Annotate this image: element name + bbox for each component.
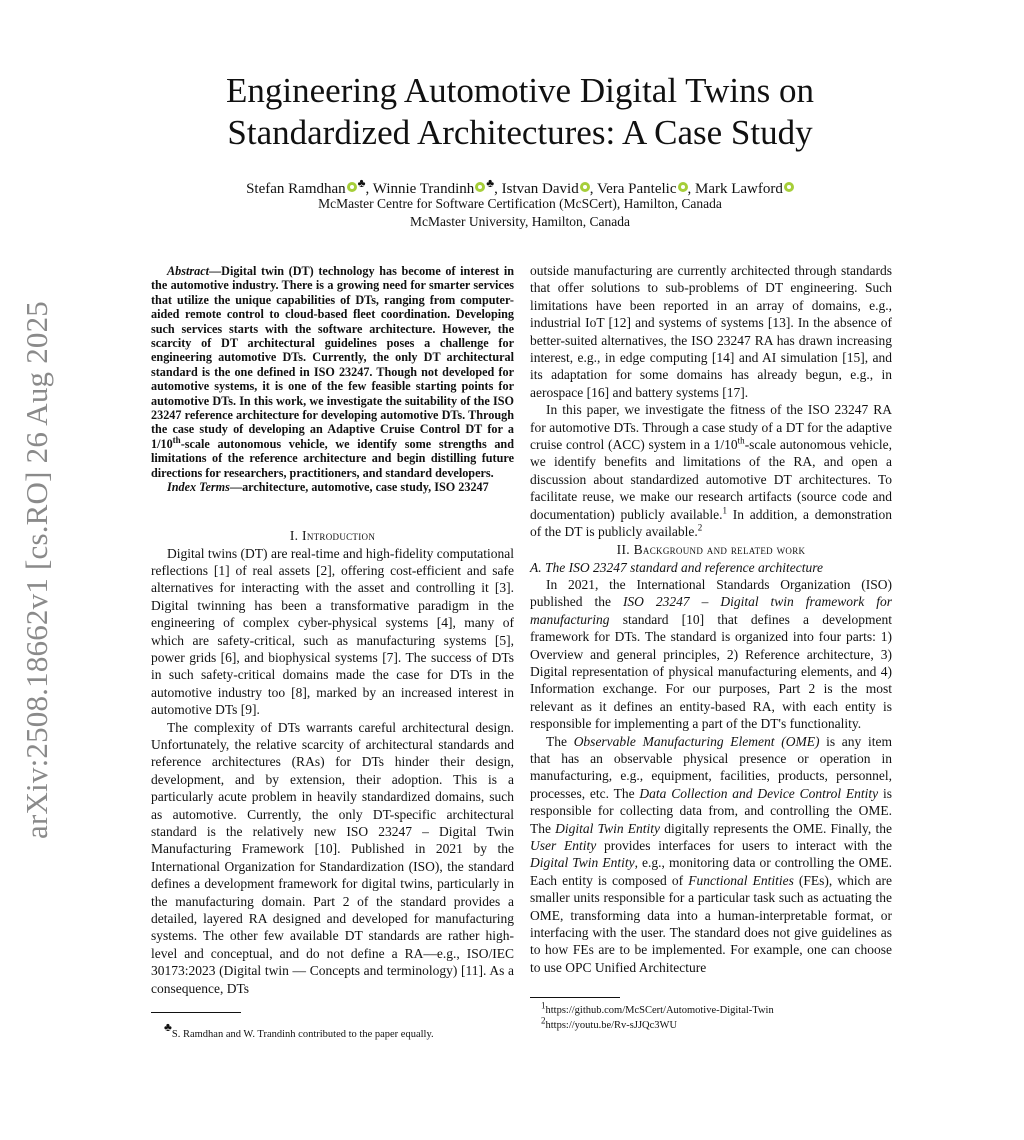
intro-paragraph-4: In this paper, we investigate the fitness of the ISO 23247 RA for automotive DTs. Through a case study of a DT for the adaptive cruise control (ACC) system in a 1/10th-scale autonomous vehicle, we identify benefits and limitations of the RA, and open a discussion about standardized automotive DT architectures. To facilitate reuse, we make our research artifacts (source code and documentation) publicly available.$^1$ In addition, a demonstration of the DT is publicly available.$^2$ [530, 402, 892, 540]
title-line-2: Standardized Architectures: A Case Study [227, 113, 813, 152]
arxiv-identifier: arXiv:2508.18662v1 [cs.RO] 26 Aug 2025 [19, 300, 54, 840]
left-column [151, 264, 514, 997]
affiliation-2: McMaster University, Hamilton, Canada [410, 214, 630, 229]
intro-paragraph-1: Digital twins (DT) are real-time and high-fidelity computational reflections [1] of real assets [2], offering cost-efficient and safe alternatives for interacting with the asset and controlling it [3]. Digital twinning has been a transformative paradigm in the engineering of complex cyber-physical systems [4], many of which are safety-critical, such as manufacturing systems [5], power grids [6], and biophysical systems [7]. The success of DTs in such safety-critical domains made the case for DTs in the automotive industry too [8], marked by an increased interest in automotive DTs [9]. [151, 545, 514, 718]
right-column [530, 262, 892, 976]
index-terms: —architecture, automotive, case study, ISO 23247 [229, 480, 489, 495]
section-heading-background: II. Background and related work [616, 541, 806, 557]
author: Istvan David [502, 181, 590, 197]
paper-title [140, 70, 900, 154]
background-paragraph-2: The Observable Manufacturing Element (OME) is any item that has an observable physical presence or operation in manufacturing, e.g., equipment, facilities, products, personnel, processes, etc. The Data Collection and Device Control Entity is responsible for collecting data from, and controlling the OME. The Digital Twin Entity digitally represents the OME. Finally, the User Entity provides interfaces for users to interact with the Digital Twin Entity, e.g., monitoring data or controlling the OME. Each entity is composed of Functional Entities (FEs), which are smaller units responsible for a particular task such as actuating the OME, transforming data into a human-interpretable format, or interfacing with the user. The standard does not give guidelines as to how FEs are to be implemented. For example, one can choose to use OPC Unified Architecture [530, 733, 893, 975]
footnote-2: $^2$https://youtu.be/Rv-sJJQc3WU [541, 1015, 678, 1031]
intro-paragraph-3: outside manufacturing are currently architected through standards that offer solutions to sub-problems of DT engineering. Such limitations have been reported in an array of domains, e.g., industrial IoT [12] and systems of systems [13]. In the absence of better-suited alternatives, the ISO 23247 RA has drawn increasing interest, e.g., in edge computing [14] and AI simulation [15], and its adaptation for some domains has already begun, e.g., in aerospace [16] and battery systems [17]. [530, 263, 892, 400]
orcid-icon[interactable] [580, 182, 590, 192]
section-heading-introduction: I. Introduction [289, 527, 376, 543]
footnote-equal-contribution: ♣S. Ramdhan and W. Trandinh contributed to the paper equally. [164, 1020, 434, 1040]
orcid-icon[interactable] [347, 182, 357, 192]
abstract: Abstract—Digital twin (DT) technology has become of interest in the automotive industry. There is a growing need for smarter services that utilize the unique capabilities of DTs, ranging from computer-aided remote control to cloud-based fleet coordination. Developing such services starts with the software architecture. However, the scarcity of DT architectural guidelines poses a challenge for engineering automotive DTs. Currently, the only DT architectural standard is the one defined in ISO 23247. Though not developed for automotive systems, it is one of the few feasible starting points for automotive DTs. In this work, we investigate the suitability of the ISO 23247 reference architecture for developing automotive DTs. Through the case study of developing an Adaptive Cruise Control DT for a 1/10th-scale autonomous vehicle, we identify some strengths and limitations of the reference architecture and begin distilling future directions for researchers, practitioners, and standard developers. Index Terms—architecture, automotive, case study, ISO 23247 [151, 264, 514, 495]
orcid-icon[interactable] [475, 182, 485, 192]
footnote-rule [530, 997, 620, 998]
maple-leaf-icon: ♣ [357, 176, 366, 190]
footnote-ref-1[interactable]: 1 [722, 505, 728, 516]
maple-leaf-icon: ♣ [164, 1020, 172, 1034]
author: Winnie Trandinh ♣ [372, 176, 495, 197]
author-list: Stefan Ramdhan ♣, Winnie Trandinh ♣, Istvan David , Vera Pantelic , Mark Lawford [130, 173, 910, 199]
title-line-1: Engineering Automotive Digital Twins on [226, 71, 814, 110]
author: Vera Pantelic [597, 181, 688, 197]
author: Stefan Ramdhan ♣ [246, 176, 366, 197]
affiliation-1: McMaster Centre for Software Certification (McSCert), Hamilton, Canada [318, 196, 722, 211]
footnote-link-github[interactable]: https://github.com/McSCert/Automotive-Digital-Twin [545, 1005, 774, 1016]
maple-leaf-icon: ♣ [486, 176, 495, 190]
author: Mark Lawford [695, 181, 794, 197]
index-terms-label: Index Terms [167, 480, 230, 495]
arxiv-sidebar [2, 300, 72, 840]
footnote-1: $^1$https://github.com/McSCert/Automotive-Digital-Twin [541, 1000, 774, 1016]
background-paragraph-1: In 2021, the International Standards Organization (ISO) published the ISO 23247 – Digital twin framework for manufacturing standard [10] that defines a development framework for DTs. The standard is organized into four parts: 1) Overview and general principles, 2) Reference architecture, 3) Digital representation of physical manufacturing elements, and 4) Information exchange. For our purposes, Part 2 is the most relevant as it defines an entity-based RA, with each entity is responsible for implementing a part of the DT's functionality. [530, 576, 892, 732]
footnote-ref-2[interactable]: 2 [697, 522, 703, 533]
footnote-rule [151, 1012, 241, 1013]
intro-paragraph-2: The complexity of DTs warrants careful architectural design. Unfortunately, the relative scarcity of architectural standards and reference architectures (RAs) for DTs hinder their design, development, and by extension, their adoption. This is a particularly acute problem in heavily standardized domains, such as automotive. Currently, the only DT-specific architectural standard is the relatively new ISO 23247 – Digital Twin Manufacturing Framework [10]. Published in 2021 by the International Organization for Standardization (ISO), the standard defines a development framework for digital twins, particularly in the manufacturing domain. Part 2 of the standard provides a detailed, layered RA designed and developed for manufacturing systems. The other few available DT standards are rather high-level and conceptual, and do not define a RA—e.g., ISO/IEC 30173:2023 (Digital twin — Concepts and terminology) [11]. As a consequence, DTs [151, 719, 514, 996]
abstract-label: Abstract [167, 264, 209, 278]
subsection-heading-iso23247: A. The ISO 23247 standard and reference architecture [530, 559, 823, 575]
orcid-icon[interactable] [784, 182, 794, 192]
orcid-icon[interactable] [678, 182, 688, 192]
footnote-link-youtube[interactable]: https://youtu.be/Rv-sJJQc3WU [545, 1020, 678, 1031]
